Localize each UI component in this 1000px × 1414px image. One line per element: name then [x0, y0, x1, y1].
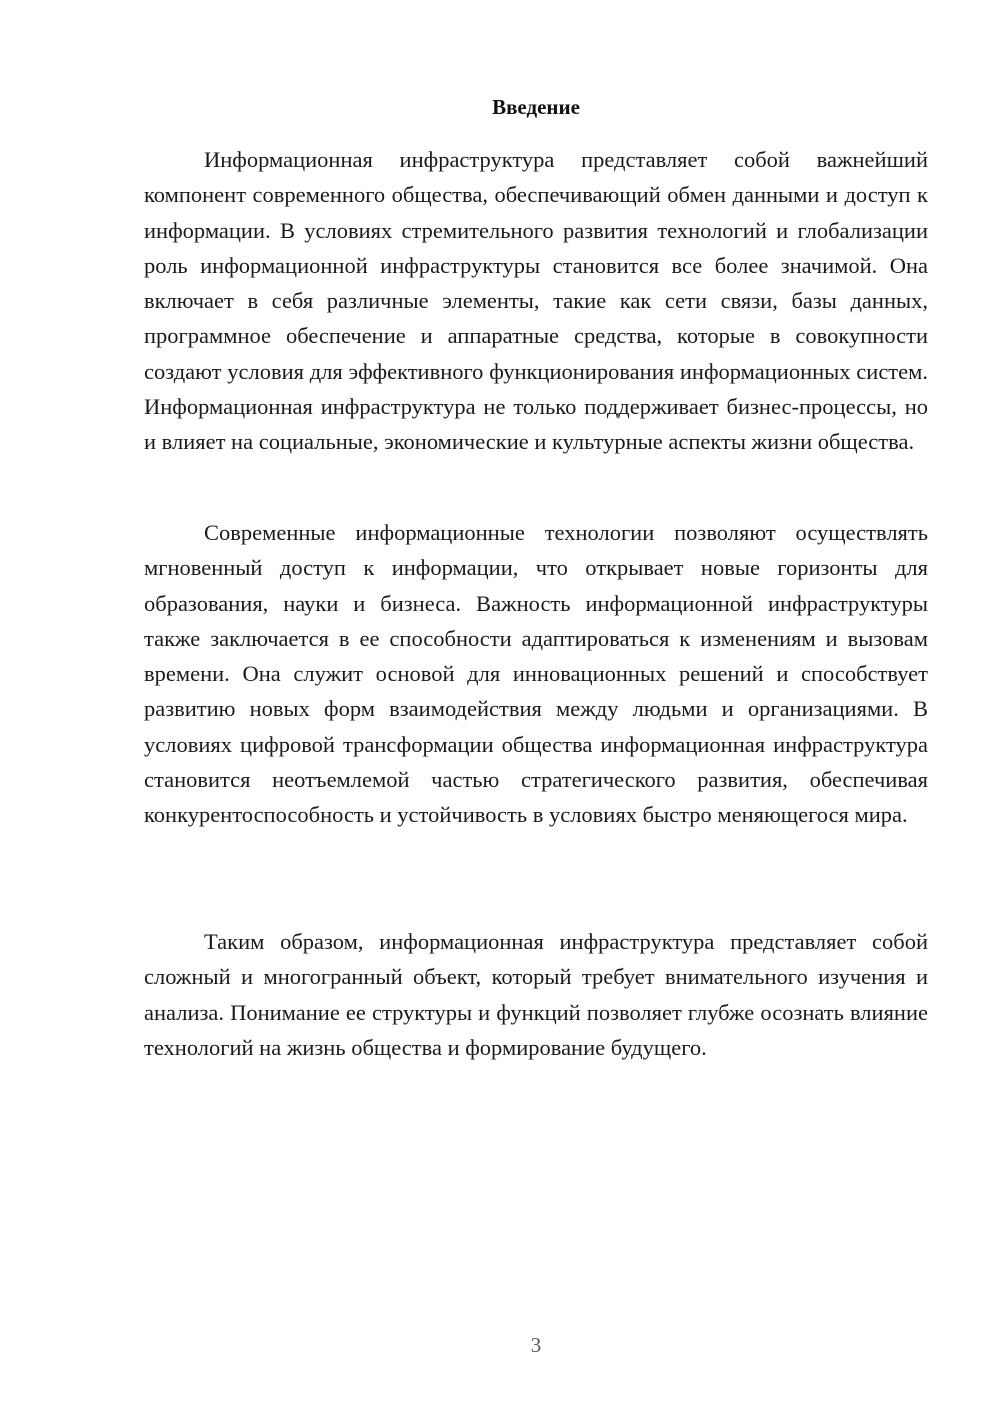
paragraph-3: Таким образом, информационная инфраструктура представляет собой сложный и многогранный объект, который требует внимательного изучения и анализа. Понимание ее структуры и функций позволяет глубже осознать влияние технологий на жизнь общества и формирование будущего. — [144, 929, 928, 1060]
paragraph-2: Современные информационные технологии позволяют осуществлять мгновенный доступ к информации, что открывает новые горизонты для образования, науки и бизнеса. Важность информационной инфраструктуры также заключается в ее способности адаптироваться к изменениям и вызовам времени. Она служит основой для инновационных решений и способствует развитию новых форм взаимодействия между людьми и организациями. В условиях цифровой трансформации общества информационная инфраструктура становится неотъемлемой частью стратегического развития, обеспечивая конкурентоспособность и устойчивость в условиях быстро меняющегося мира. — [144, 520, 928, 828]
paragraph-1: Информационная инфраструктура представляет собой важнейший компонент современного общества, обеспечивающий обмен данными и доступ к информации. В условиях стремительного развития технологий и глобализации роль информационной инфраструктуры становится все более значимой. Она включает в себя различные элементы, такие как сети связи, базы данных, программное обеспечение и аппаратные средства, которые в совокупности создают условия для эффективного функционирования информационных систем. Информационная инфраструктура не только поддерживает бизнес-процессы, но и влияет на социальные, экономические и культурные аспекты жизни общества. — [144, 147, 928, 455]
section-heading: Введение — [492, 95, 580, 119]
page-number: 3 — [530, 1333, 542, 1357]
